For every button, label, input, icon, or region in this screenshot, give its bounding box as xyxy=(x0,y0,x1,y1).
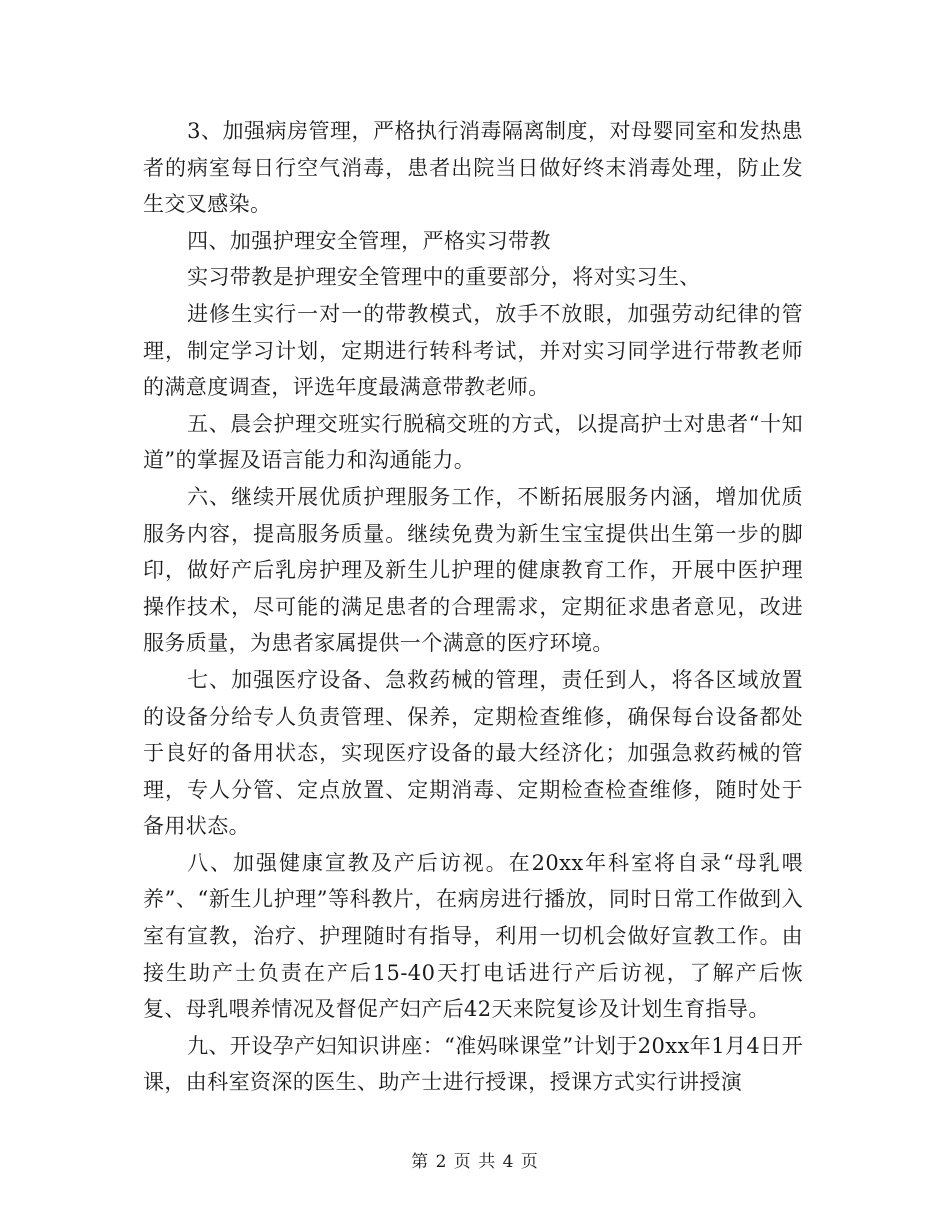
paragraph-internship-model: 进修生实行一对一的带教模式，放手不放眼，加强劳动纪律的管理，制定学习计划，定期进行转科考试，并对实习同学进行带教老师的满意度调查，评选年度最满意带教老师。 xyxy=(143,301,803,400)
paragraph-lectures: 九、开设孕产妇知识讲座：“准妈咪课堂”计划于20xx年1月4日开课，由科室资深的医生、助产士进行授课，授课方式实行讲授演 xyxy=(143,1033,803,1095)
paragraph-morning-shift: 五、晨会护理交班实行脱稿交班的方式，以提高护士对患者“十知道”的掌握及语言能力和沟通能力。 xyxy=(143,411,803,473)
paragraph-quality-care: 六、继续开展优质护理服务工作，不断拓展服务内涵，增加优质服务内容，提高服务质量。继续免费为新生宝宝提供出生第一步的脚印，做好产后乳房护理及新生儿护理的健康教育工作，开展中医护理操作技术，尽可能的满足患者的合理需求，定期征求患者意见，改进服务质量，为患者家属提供一个满意的医疗环境。 xyxy=(143,484,803,656)
paragraph-internship-intro: 实习带教是护理安全管理中的重要部分，将对实习生、 xyxy=(187,265,701,290)
paragraph-ward-management: 3、加强病房管理，严格执行消毒隔离制度，对母婴同室和发热患者的病室每日行空气消毒，患者出院当日做好终末消毒处理，防止发生交叉感染。 xyxy=(143,119,803,217)
paragraph-health-education: 八、加强健康宣教及产后访视。在20xx年科室将自录“母乳喂养”、“新生儿护理”等科教片，在病房进行播放，同时日常工作做到入室有宣教，治疗、护理随时有指导，利用一切机会做好宣教工作。由接生助产士负责在产后15-40天打电话进行产后访视，了解产后恢复、母乳喂养情况及督促产妇产后42天来院复诊及计划生育指导。 xyxy=(143,850,803,1022)
page-number-footer: 第 2 页 共 4 页 xyxy=(411,1152,539,1172)
paragraph-heading-safety: 四、加强护理安全管理，严格实习带教 xyxy=(187,228,551,253)
document-body xyxy=(143,113,803,1101)
paragraph-equipment: 七、加强医疗设备、急救药械的管理，责任到人，将各区域放置的设备分给专人负责管理、保养，定期检查维修，确保每台设备都处于良好的备用状态，实现医疗设备的最大经济化；加强急救药械的管理，专人分管、定点放置、定期消毒、定期检查检查维修，随时处于备用状态。 xyxy=(143,667,803,839)
